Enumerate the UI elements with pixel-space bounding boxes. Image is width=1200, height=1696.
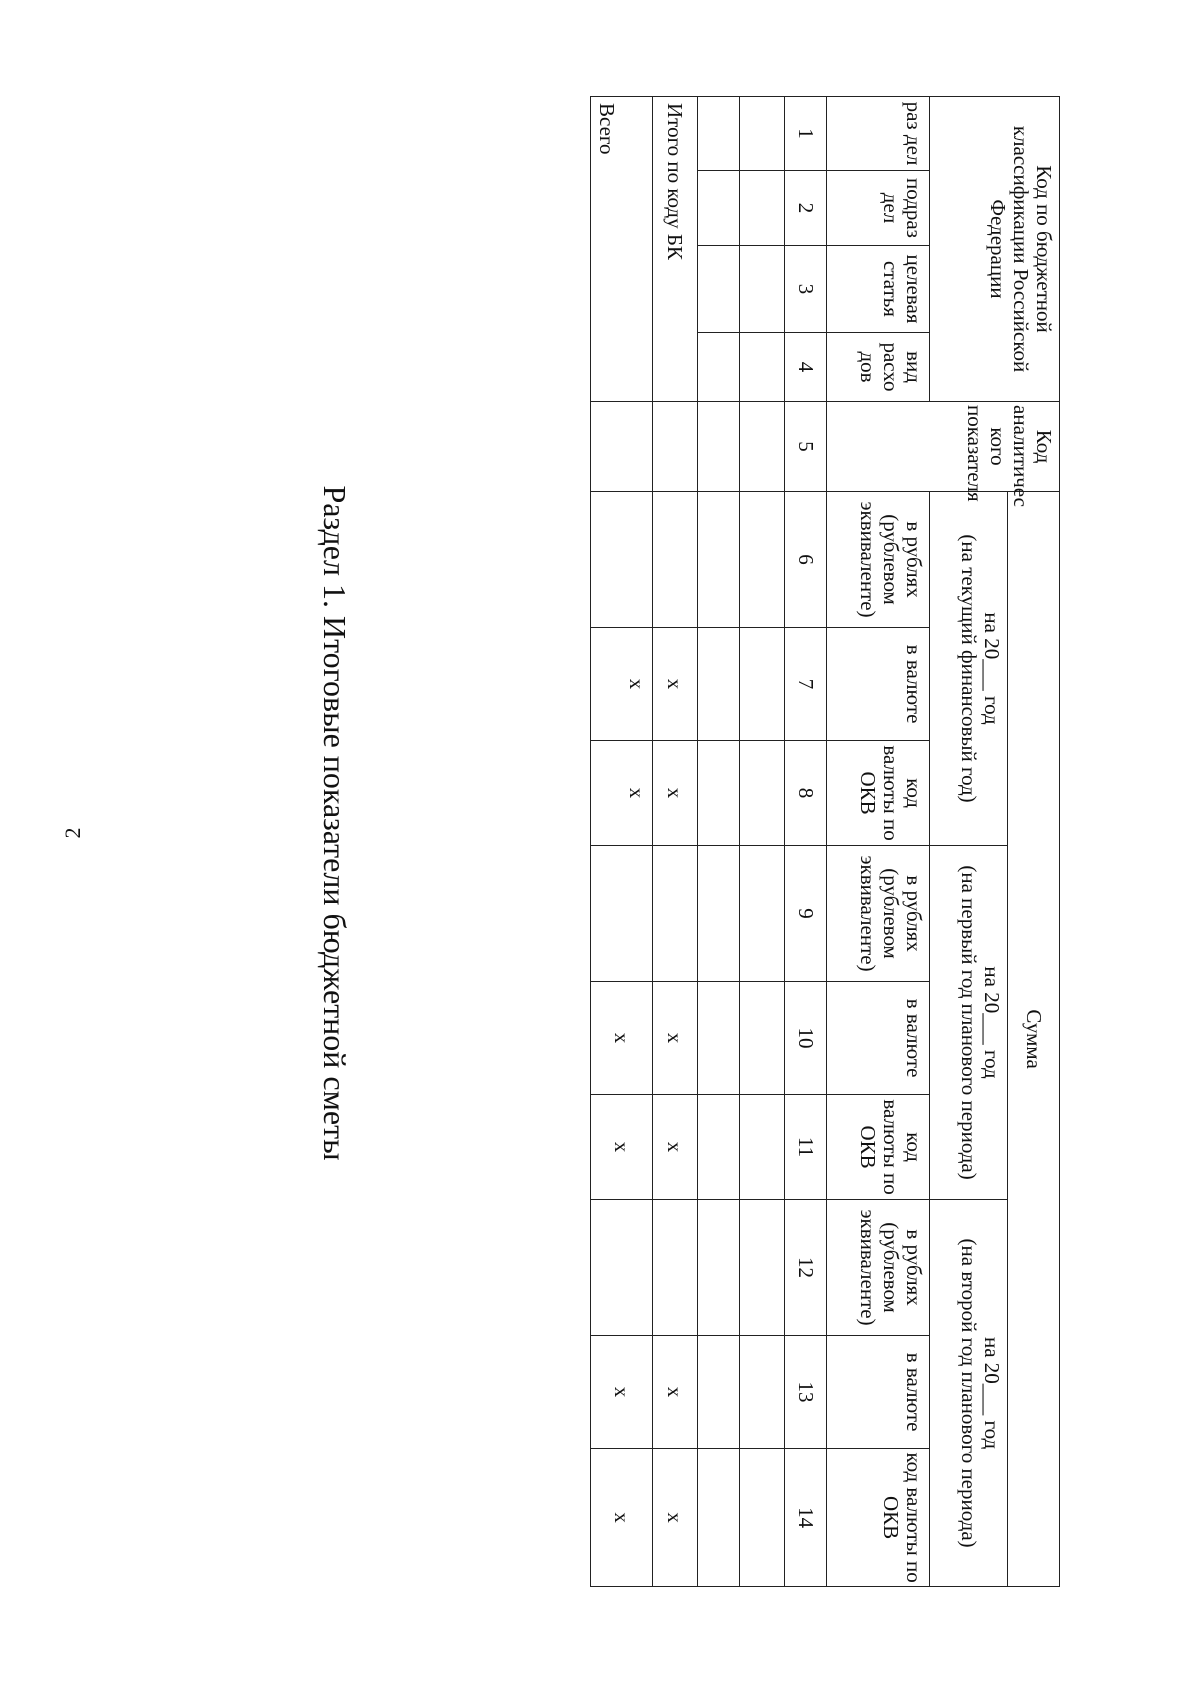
empty-cell [740,492,785,628]
empty-cell [698,492,740,628]
table-row [740,97,785,1587]
header-podrazdel: подраз дел [827,171,930,246]
header-period-second [930,1200,1008,1587]
header-cur: в валюте [827,628,930,741]
empty-cell [698,171,740,246]
section-title: Раздел 1. Итоговые показатели бюджетной сметы [317,485,353,1161]
empty-cell [740,1095,785,1200]
empty-cell [698,628,740,741]
empty-cell [698,333,740,402]
table-row [698,97,740,1587]
column-number: 7 [785,628,827,741]
header-rub: в рублях (рублевом эквиваленте) [827,846,930,982]
header-okv: код валюты по ОКВ [827,1095,930,1200]
column-number: 6 [785,492,827,628]
header-cur: в валюте [827,982,930,1095]
empty-cell [698,246,740,333]
header-period-current [930,492,1008,846]
vsego-label: Всего [591,97,653,402]
empty-cell [740,333,785,402]
empty-cell [653,1200,698,1336]
x-mark: x [591,1095,653,1200]
empty-cell [740,1449,785,1587]
header-rub: в рублях (рублевом эквиваленте) [827,492,930,628]
x-mark: x [653,741,698,846]
vsego-row [591,97,653,1587]
column-number: 1 [785,97,827,171]
header-celevaya-statya: целевая статья [827,246,930,333]
column-number: 3 [785,246,827,333]
column-number: 5 [785,402,827,492]
page-number: 2 [60,827,85,839]
header-sum: Сумма [1008,492,1060,1587]
empty-cell [740,1336,785,1449]
empty-cell [740,171,785,246]
empty-cell [740,982,785,1095]
empty-cell [740,246,785,333]
empty-cell [653,402,698,492]
rotated-page-content [170,0,1190,1608]
empty-cell [653,492,698,628]
empty-cell [698,1095,740,1200]
x-mark: x [653,1336,698,1449]
header-analytic-code: Код аналитичес кого показателя [827,402,1060,492]
itogo-row [653,97,698,1587]
period-note: (на текущий финансовый год) [957,534,981,803]
header-okv: код валюты по ОКВ [827,1449,930,1587]
empty-cell [698,846,740,982]
x-mark: x [653,628,698,741]
empty-cell [698,1200,740,1336]
header-cur: в валюте [827,1336,930,1449]
empty-cell [698,1449,740,1587]
empty-cell [591,402,653,492]
empty-cell [698,741,740,846]
empty-cell [740,741,785,846]
empty-cell [740,402,785,492]
header-vid-rashodov: вид расхо дов [827,333,930,402]
period-note: (на первый год планового периода) [957,865,981,1180]
column-number: 13 [785,1336,827,1449]
column-number: 2 [785,171,827,246]
x-mark: x [591,628,653,741]
period-year: на 20___ год [980,1336,1004,1450]
x-mark: x [591,1449,653,1587]
header-period-first [930,846,1008,1200]
empty-cell [740,846,785,982]
x-mark: x [653,982,698,1095]
column-number: 14 [785,1449,827,1587]
empty-cell [698,97,740,171]
header-razdel: раз дел [827,97,930,171]
empty-cell [591,492,653,628]
empty-cell [740,97,785,171]
column-number: 12 [785,1200,827,1336]
x-mark: x [591,741,653,846]
column-number: 10 [785,982,827,1095]
itogo-label: Итого по коду БК [653,97,698,402]
budget-table [590,96,1060,1587]
x-mark: x [591,1336,653,1449]
column-number: 4 [785,333,827,402]
empty-cell [698,982,740,1095]
empty-cell [591,846,653,982]
empty-cell [698,402,740,492]
empty-cell [740,1200,785,1336]
column-number: 9 [785,846,827,982]
empty-cell [591,1200,653,1336]
x-mark: x [591,982,653,1095]
column-number: 8 [785,741,827,846]
x-mark: x [653,1095,698,1200]
header-bk-code: Код по бюджетной классификации Российской Федерации [930,97,1060,402]
period-year: на 20___ год [980,966,1004,1079]
empty-cell [653,846,698,982]
header-okv: код валюты по ОКВ [827,741,930,846]
x-mark: x [653,1449,698,1587]
column-number: 11 [785,1095,827,1200]
header-rub: в рублях (рублевом эквиваленте) [827,1200,930,1336]
empty-cell [698,1336,740,1449]
period-year: на 20___ год [980,612,1004,725]
empty-cell [740,628,785,741]
period-note: (на второй год планового периода) [957,1238,981,1548]
column-number-row [785,97,827,1587]
